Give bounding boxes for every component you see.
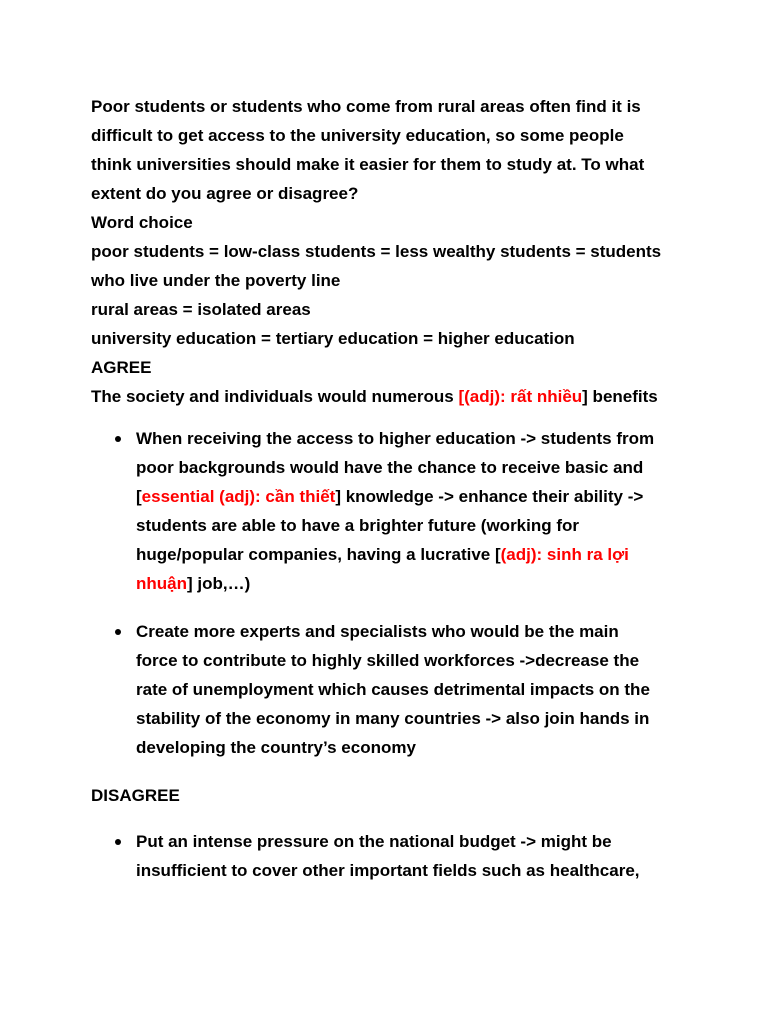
- vocab-annotation: nhuận: [136, 574, 187, 593]
- vocab-annotation: (adj): sinh ra lợi: [500, 545, 629, 564]
- agree-heading: AGREE: [91, 358, 152, 377]
- bullet-line: Create more experts and specialists who would be the main: [136, 622, 619, 641]
- bullet-line: When receiving the access to higher education -> students from: [136, 429, 655, 448]
- agree-bullet-list: [91, 424, 741, 762]
- word-choice-line: rural areas = isolated areas: [91, 300, 311, 319]
- word-choice-heading: Word choice: [91, 213, 193, 232]
- document-page: [91, 92, 741, 885]
- disagree-bullet-list: [91, 827, 741, 885]
- prompt-line: Poor students or students who come from rural areas often find it is: [91, 97, 641, 116]
- bullet-line: developing the country’s economy: [136, 738, 416, 757]
- disagree-section: [91, 781, 741, 885]
- agree-intro: [91, 382, 741, 411]
- word-choice-line: who live under the poverty line: [91, 271, 341, 290]
- word-choice-line: university education = tertiary education = higher education: [91, 329, 575, 348]
- bullet-dot-icon: [115, 436, 121, 442]
- bullet-line: rate of unemployment which causes detrimental impacts on the: [136, 680, 650, 699]
- prompt-line: difficult to get access to the university education, so some people: [91, 126, 624, 145]
- bullet-line: [136, 482, 741, 511]
- bullet-text: ] knowledge -> enhance their ability ->: [335, 487, 644, 506]
- bullet-text: huge/popular companies, having a lucrative [: [136, 545, 501, 564]
- bullet-line: Put an intense pressure on the national budget -> might be: [136, 832, 612, 851]
- bullet-dot-icon: [115, 629, 121, 635]
- bullet-text: ] job,…): [187, 574, 251, 593]
- prompt-line: think universities should make it easier for them to study at. To what: [91, 155, 645, 174]
- essay-prompt: [91, 92, 741, 208]
- vocab-annotation: [(adj): rất nhiều: [458, 387, 583, 406]
- prompt-line: extent do you agree or disagree?: [91, 184, 359, 203]
- bullet-line: insufficient to cover other important fields such as healthcare,: [136, 861, 640, 880]
- list-item: [91, 424, 741, 598]
- bullet-dot-icon: [115, 839, 121, 845]
- bullet-line: stability of the economy in many countries -> also join hands in: [136, 709, 650, 728]
- vocab-annotation: essential (adj): cần thiết: [141, 487, 336, 506]
- agree-intro-text: The society and individuals would numerous: [91, 387, 459, 406]
- disagree-heading: DISAGREE: [91, 786, 180, 805]
- bullet-line: [136, 569, 741, 598]
- bullet-line: poor backgrounds would have the chance to receive basic and: [136, 458, 644, 477]
- bullet-line: [136, 540, 741, 569]
- bullet-line: students are able to have a brighter future (working for: [136, 516, 580, 535]
- bullet-text: [: [136, 487, 142, 506]
- list-item: [91, 827, 741, 885]
- word-choice-section: [91, 208, 741, 353]
- bullet-line: force to contribute to highly skilled workforces ->decrease the: [136, 651, 640, 670]
- agree-intro-text: ] benefits: [582, 387, 658, 406]
- agree-section: [91, 353, 741, 762]
- list-item: [91, 617, 741, 762]
- word-choice-line: poor students = low-class students = less wealthy students = students: [91, 242, 662, 261]
